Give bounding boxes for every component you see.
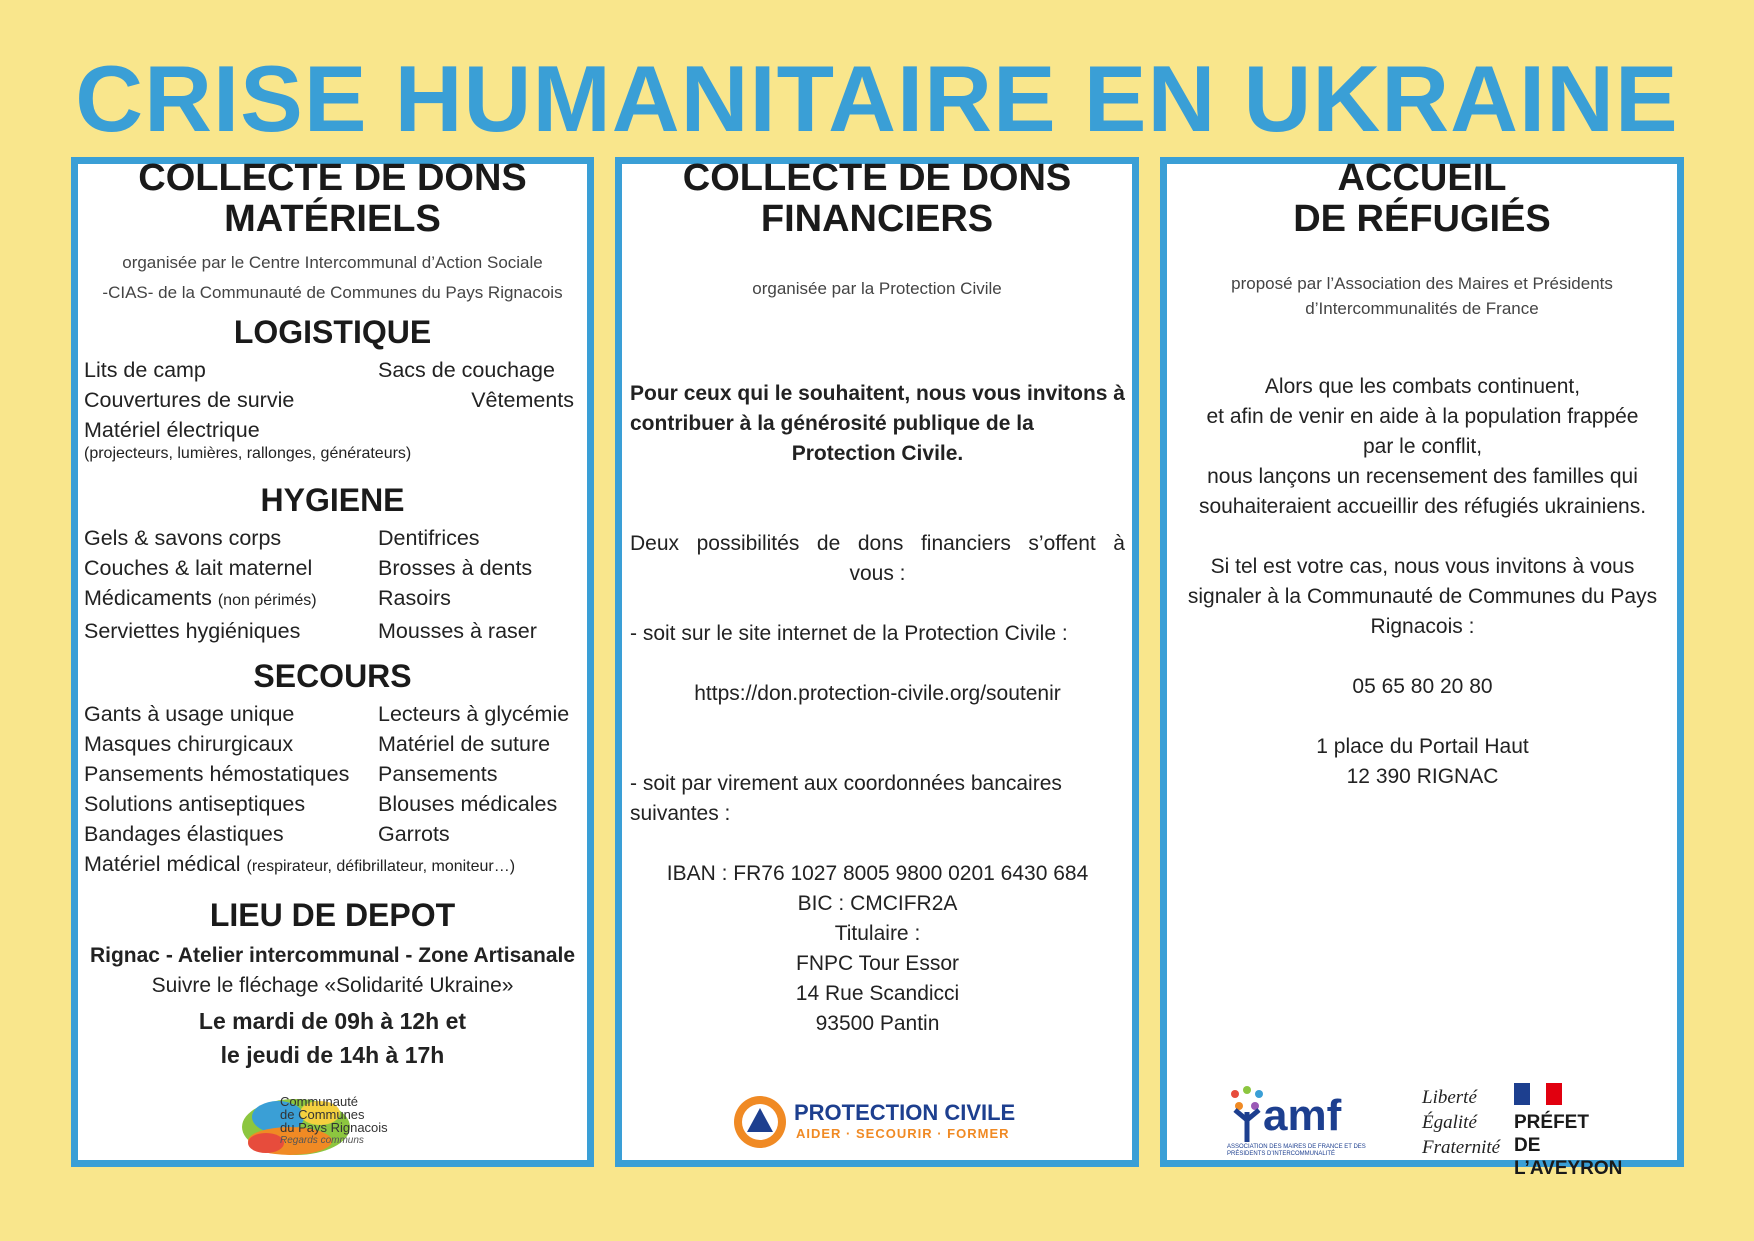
- organizer-text: organisée par la Protection Civile: [752, 279, 1002, 298]
- list-item: Matériel de suture: [378, 732, 551, 756]
- prefet-line: DE L’AVEYRON: [1514, 1135, 1623, 1179]
- section-title-logistique: LOGISTIQUE: [233, 314, 432, 350]
- page-title: CRISE HUMANITAIRE EN UKRAINE: [75, 46, 1679, 151]
- intro-text: Pour ceux qui le souhaitent, nous vous invitons à contribuer à la générosité publique de la: [630, 382, 1125, 435]
- logistique-list: [84, 355, 584, 463]
- donation-url: https://don.protection-civile.org/soutenir: [694, 682, 1061, 705]
- section-title-lieu: LIEU DE DEPOT: [209, 897, 456, 933]
- list-item: Solutions antiseptiques: [84, 792, 306, 816]
- organizer-line: organisée par le Centre Intercommunal d’Action Sociale: [122, 253, 543, 272]
- depot-directions: Suivre le fléchage «Solidarité Ukraine»: [151, 974, 514, 997]
- list-item: Dentifrices: [378, 526, 480, 550]
- organizer-line: -CIAS- de la Communauté de Communes du Pays Rignacois: [102, 283, 563, 302]
- panel-heading: [78, 158, 587, 240]
- appeal-line: par le conflit,: [1362, 435, 1483, 458]
- heading-line: COLLECTE DE DONS: [138, 157, 527, 199]
- list-item: Lits de camp: [84, 358, 206, 382]
- ccpr-logo: [238, 1089, 438, 1159]
- list-item: Brosses à dents: [378, 556, 533, 580]
- logo-line: du Pays Rignacois: [280, 1120, 388, 1135]
- heading-line: DE RÉFUGIÉS: [1293, 198, 1551, 240]
- list-item: Gels & savons corps: [84, 526, 282, 550]
- list-item: Sacs de couchage: [378, 358, 555, 382]
- option-transfer: - soit par virement aux coordonnées bancaires suivantes :: [630, 772, 1062, 825]
- motto-line: Fraternité: [1422, 1137, 1501, 1158]
- section-title-hygiene: HYGIENE: [260, 482, 405, 518]
- heading-line: MATÉRIELS: [224, 198, 441, 240]
- french-flag-icon: [1514, 1083, 1564, 1107]
- hours-line: Le mardi de 09h à 12h et: [198, 1008, 467, 1034]
- appeal-line: souhaiteraient accueillir des réfugiés ukrainiens.: [1198, 495, 1647, 518]
- list-item: Couches & lait maternel: [84, 556, 313, 580]
- list-item-note: (non périmés): [217, 592, 317, 609]
- bic: BIC : CMCIFR2A: [797, 892, 958, 915]
- appeal-line: Alors que les combats continuent,: [1264, 375, 1581, 398]
- holder-name: FNPC Tour Essor: [796, 952, 959, 975]
- prefet-logo: [1422, 1079, 1642, 1179]
- depot-address: Rignac - Atelier intercommunal - Zone Artisanale: [89, 944, 576, 967]
- heading-line: ACCUEIL: [1337, 157, 1507, 199]
- intro-text-end: Protection Civile.: [791, 442, 964, 465]
- appeal-line: nous lançons un recensement des familles qui: [1207, 465, 1638, 488]
- list-item: Vêtements: [471, 388, 574, 412]
- panel-accueil-refugies: [1160, 157, 1684, 1179]
- options-text: Deux possibilités de dons financiers s’offent à: [630, 532, 1125, 555]
- list-item-note: (projecteurs, lumières, rallonges, générateurs): [84, 445, 412, 462]
- list-item-medicaments: [84, 583, 378, 616]
- amf-tree-icon: [1227, 1084, 1267, 1144]
- panel-heading: [1167, 158, 1677, 240]
- prefet-line: PRÉFET: [1514, 1112, 1589, 1133]
- list-item: Bandages élastiques: [84, 822, 284, 846]
- list-item: Gants à usage unique: [84, 702, 295, 726]
- depot-hours: [78, 1004, 587, 1072]
- address-line: 12 390 RIGNAC: [1346, 765, 1499, 788]
- hygiene-list: [84, 523, 584, 646]
- address-line: 1 place du Portail Haut: [1316, 735, 1529, 758]
- list-item: Mousses à raser: [378, 619, 537, 643]
- holder-street: 14 Rue Scandicci: [795, 982, 960, 1005]
- logo-tagline: Regards communs: [280, 1135, 364, 1146]
- list-item: Pansements hémostatiques: [84, 762, 350, 786]
- list-item: Pansements: [378, 762, 498, 786]
- motto-line: Égalité: [1422, 1112, 1477, 1133]
- holder-label: Titulaire :: [834, 922, 921, 945]
- options-text-end: vous :: [849, 562, 906, 585]
- list-item: Matériel médical: [84, 852, 241, 876]
- motto-line: Liberté: [1422, 1087, 1477, 1108]
- option-website: - soit sur le site internet de la Protection Civile :: [630, 622, 1068, 645]
- options-paragraph: [630, 529, 1125, 1039]
- amf-name: amf: [1263, 1091, 1342, 1140]
- secours-list: [84, 699, 584, 882]
- holder-city: 93500 Pantin: [815, 1012, 940, 1035]
- logo-line: Communauté: [280, 1094, 359, 1109]
- logo-line: de Communes: [280, 1107, 365, 1122]
- contact-line: Rignacois :: [1370, 615, 1475, 638]
- phone-number: 05 65 80 20 80: [1352, 675, 1493, 698]
- organizer-line: d’Intercommunalités de France: [1305, 299, 1539, 318]
- appeal-line: et afin de venir en aide à la population frappée: [1206, 405, 1639, 428]
- list-item-materiel-medical: [84, 849, 584, 882]
- hours-line: le jeudi de 14h à 17h: [220, 1042, 445, 1068]
- list-item: Serviettes hygiéniques: [84, 619, 301, 643]
- amf-caption: ASSOCIATION DES MAIRES DE FRANCE ET DES PRÉSIDENTS D’INTERCOMMUNALITÉ: [1227, 1144, 1366, 1157]
- protection-civile-tagline: AIDER · SECOURIR · FORMER: [796, 1126, 1010, 1141]
- section-title-secours: SECOURS: [253, 658, 412, 694]
- iban: IBAN : FR76 1027 8005 9800 0201 6430 684: [666, 862, 1089, 885]
- amf-logo: [1227, 1084, 1377, 1164]
- contact-line: signaler à la Communauté de Communes du Pays: [1187, 585, 1658, 608]
- appeal-paragraph: [1175, 372, 1670, 792]
- panel-dons-materiels: [71, 157, 594, 1167]
- list-item: Médicaments: [84, 586, 212, 610]
- panel-heading: [622, 158, 1132, 240]
- protection-civile-name: PROTECTION CIVILE: [794, 1100, 1016, 1125]
- list-item: Lecteurs à glycémie: [378, 702, 570, 726]
- heading-line: COLLECTE DE DONS: [682, 157, 1072, 199]
- list-item: Rasoirs: [378, 586, 451, 610]
- list-item-note: (respirateur, défibrillateur, moniteur…): [246, 858, 516, 875]
- protection-civile-logo: [732, 1094, 1032, 1154]
- organizer-text: [78, 248, 587, 308]
- list-item: Masques chirurgicaux: [84, 732, 294, 756]
- heading-line: FINANCIERS: [760, 198, 994, 240]
- list-item: Garrots: [378, 822, 450, 846]
- organizer-line: proposé par l’Association des Maires et Présidents: [1231, 274, 1613, 293]
- republic-motto: [1422, 1085, 1500, 1160]
- protection-civile-icon: [732, 1094, 788, 1150]
- contact-line: Si tel est votre cas, nous vous invitons à vous: [1210, 555, 1635, 578]
- panel-dons-financiers: [615, 157, 1139, 1167]
- prefet-name: [1514, 1111, 1642, 1180]
- list-item: Couvertures de survie: [84, 388, 295, 412]
- list-item: Matériel électrique: [84, 418, 260, 442]
- ccpr-logo-text: [280, 1095, 388, 1147]
- organizer-text: [1167, 271, 1677, 321]
- list-item: Blouses médicales: [378, 792, 558, 816]
- intro-paragraph: [630, 379, 1125, 469]
